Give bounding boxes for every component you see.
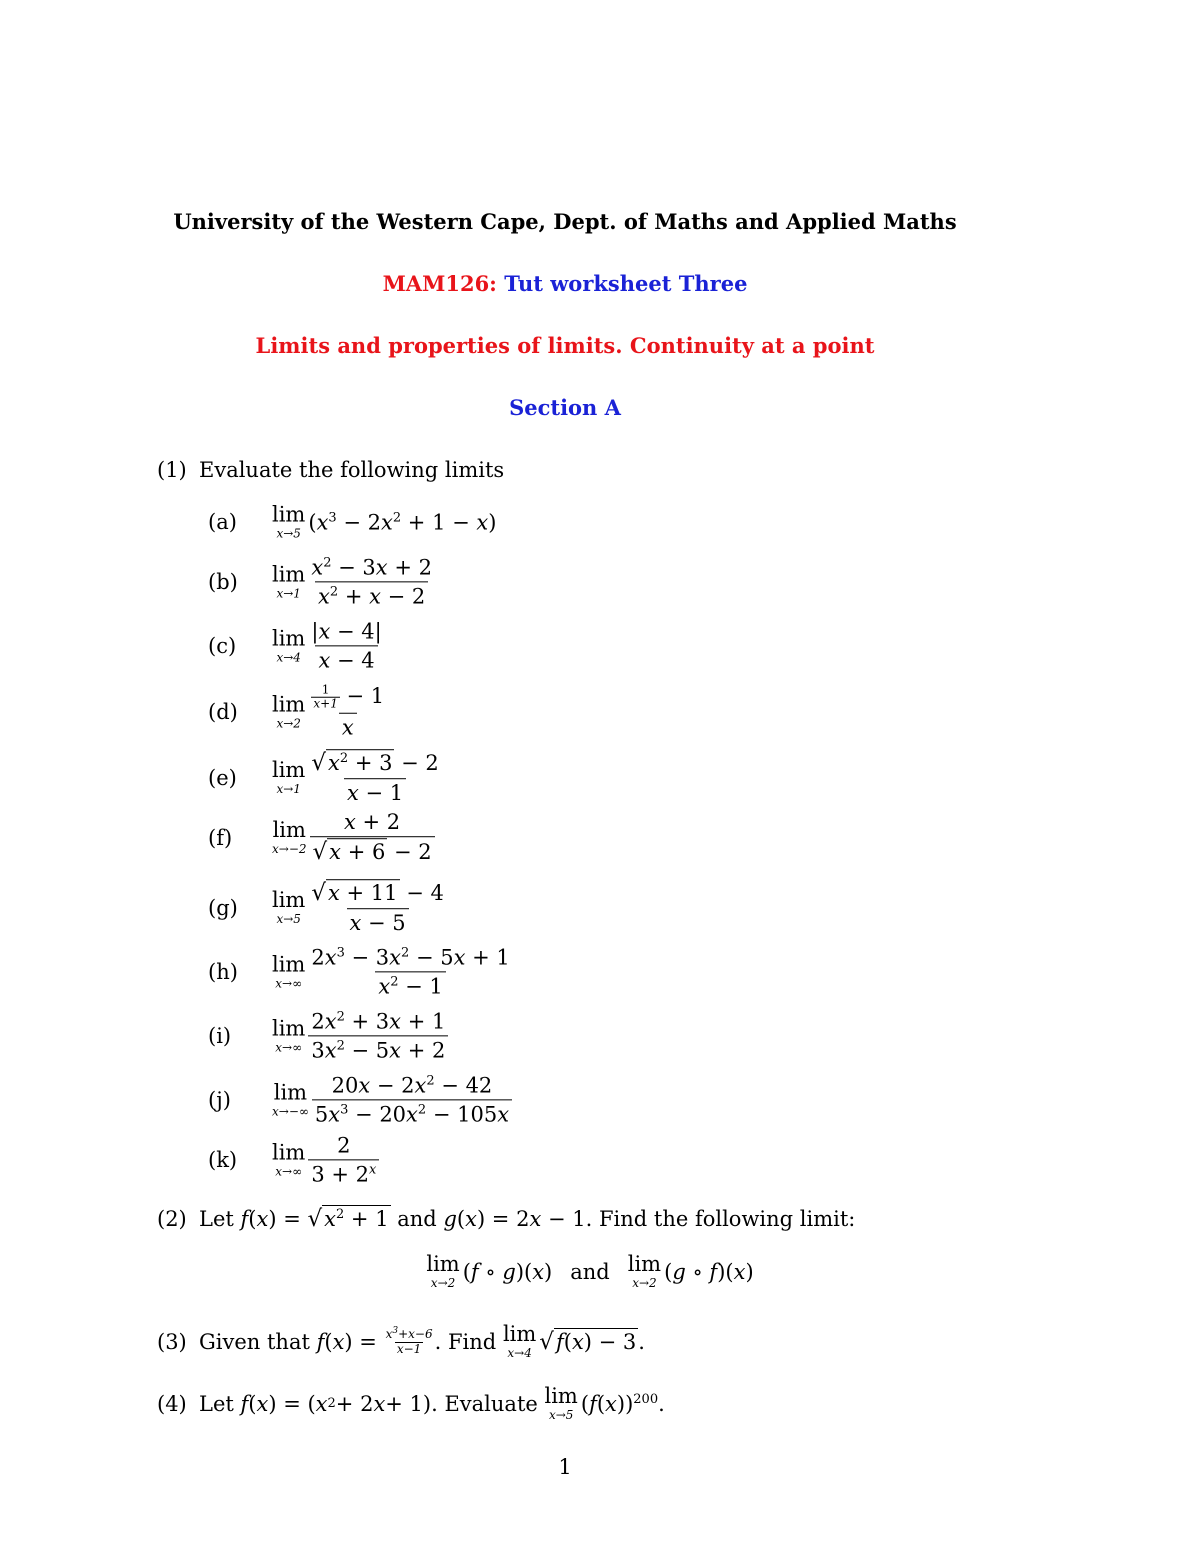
question-4: (4) Let f ( x ) = ( x 2 + 2 x + 1). Evaluate lim x→5 $(f(x))^{200}$. — [157, 1384, 665, 1422]
limit-item-e — [208, 746, 808, 810]
limit-expression: lim x→−2 $\frac{x + 2}{√x + 6 - 2}$ — [272, 810, 435, 866]
university-heading: University of the Western Cape, Dept. of Maths and Applied Maths — [173, 209, 957, 234]
question-3: (3) Given that f ( x ) = $x^3+x-6$ x−1 . Find lim x→4 √f(x) − 3 . — [157, 1322, 645, 1360]
limit-expression: lim x→1 $\frac{x^2 - 3x + 2}{x^2 + x - 2}$ — [272, 555, 432, 609]
item-label: (i) — [208, 1024, 232, 1048]
limit-expression: lim x→∞ $\frac{2x^3 - 3x^2 - 5x + 1}{x^2 - 1}$ — [272, 945, 510, 999]
limit-item-d — [208, 680, 808, 744]
limit-expression: lim x→−∞ $\frac{20x - 2x^2 - 42}{5x^3 - 20x^2 - 105x}$ — [272, 1073, 512, 1126]
item-label: (k) — [208, 1148, 238, 1172]
question-number: (4) — [157, 1391, 187, 1416]
limit-item-c — [208, 614, 808, 678]
course-title — [0, 271, 1130, 296]
limit-expression: lim x→∞ $\frac{2x^2 + 3x + 1}{3x^2 - 5x + 2}$ — [272, 1009, 448, 1062]
limit-expression: lim x→4 $\frac{|x - 4|}{x - 4}$ — [272, 619, 382, 673]
course-code: MAM126: — [382, 271, 497, 296]
limit-operator: lim x→5 — [272, 502, 306, 541]
limit-operator: lim x→1 — [272, 758, 306, 797]
limit-operator: lim x→∞ — [272, 1016, 306, 1055]
limit-item-g — [208, 876, 808, 940]
item-label: (e) — [208, 766, 237, 790]
item-label: (g) — [208, 896, 238, 920]
limit-item-k — [208, 1128, 808, 1192]
limit-item-i — [208, 1004, 808, 1068]
item-label: (f) — [208, 826, 233, 850]
limit-operator: lim x→2 — [426, 1252, 460, 1290]
limit-item-a — [208, 490, 808, 554]
page-number: 1 — [558, 1455, 572, 1479]
limit-expression: lim x→5 $\frac{√x + 11 - 4}{x - 5}$ — [272, 880, 444, 936]
limit-operator: lim x→∞ — [272, 952, 306, 991]
limit-item-h — [208, 940, 808, 1004]
limit-expression: lim x→5 $(x^3 - 2x^2 + 1 - x)$ — [272, 502, 497, 541]
item-label: (j) — [208, 1088, 231, 1112]
limit-operator: lim x→−2 — [272, 818, 307, 857]
question-number: (2) — [157, 1207, 187, 1231]
worksheet-name: Tut worksheet Three — [504, 271, 748, 296]
topic-heading: Limits and properties of limits. Continuity at a point — [255, 333, 875, 358]
question-text: Evaluate the following limits — [199, 458, 505, 482]
limit-operator: lim x→−∞ — [272, 1080, 309, 1119]
question-number: (3) — [157, 1329, 187, 1354]
item-label: (h) — [208, 960, 238, 984]
limit-operator: lim x→5 — [272, 888, 306, 927]
section-heading: Section A — [509, 395, 621, 420]
limit-operator: lim x→1 — [272, 562, 306, 601]
limit-operator: lim x→∞ — [272, 1140, 306, 1179]
limit-operator: lim x→2 — [627, 1252, 662, 1290]
limit-operator: lim x→2 — [272, 692, 306, 731]
question-1 — [157, 458, 504, 482]
question-number: (1) — [157, 458, 187, 482]
limit-operator: lim x→5 — [544, 1384, 578, 1422]
limit-expression: lim x→1 $\frac{√x^2 + 3 - 2}{x - 1}$ — [272, 750, 439, 806]
limit-item-b — [208, 550, 808, 614]
limit-expression: lim x→∞ $\frac{2}{3 + 2^x}$ — [272, 1133, 379, 1186]
limit-expression: lim x→2 $\frac{1}{x+1}$ − 1 x — [272, 682, 385, 741]
item-label: (d) — [208, 700, 238, 724]
limit-operator: lim x→4 — [272, 626, 306, 665]
limit-item-j — [208, 1068, 808, 1132]
item-label: (c) — [208, 634, 237, 658]
limit-operator: lim x→4 — [502, 1322, 537, 1360]
composition-limits: lim x→2 (f ∘ g)(x) and lim x→2 (g ∘ f)(x) — [426, 1252, 754, 1290]
limit-item-f — [208, 806, 808, 870]
item-label: (b) — [208, 570, 238, 594]
question-2: (2) Let $f(x) = √x^2 + 1$ and g(x) = 2x − 1. Find the following limit: — [157, 1206, 856, 1232]
item-label: (a) — [208, 510, 237, 534]
